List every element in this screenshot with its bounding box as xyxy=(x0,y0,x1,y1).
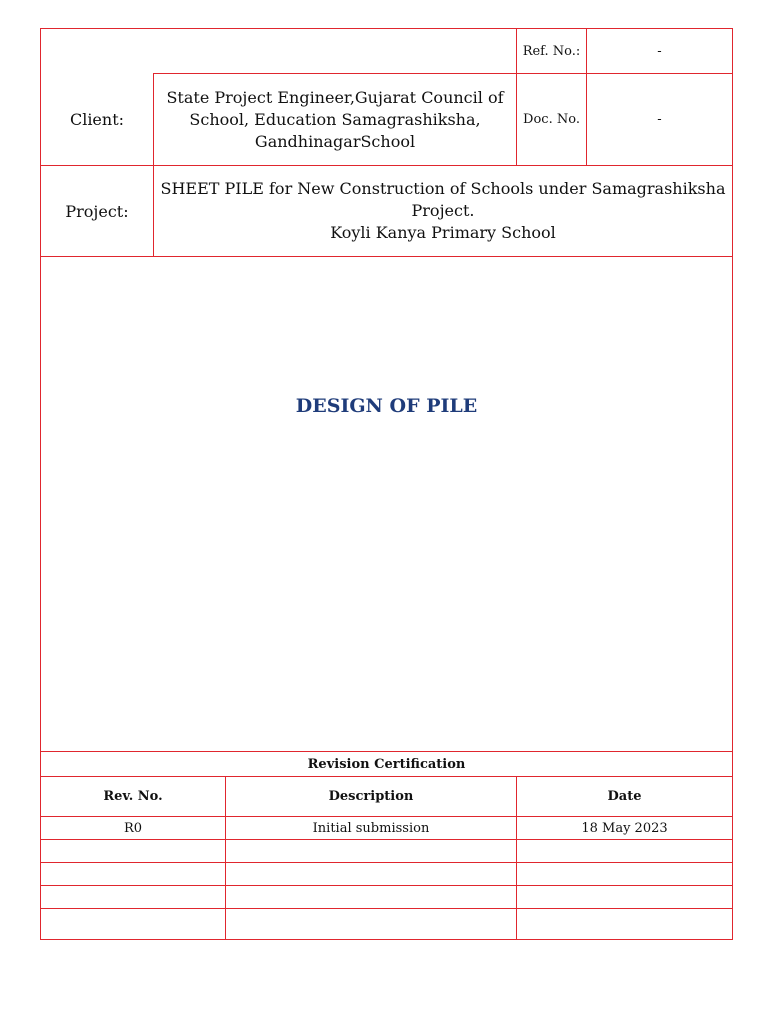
client-line: GandhinagarSchool xyxy=(254,131,416,151)
page-title: DESIGN OF PILE xyxy=(295,395,478,417)
doc-no-label: Doc. No. xyxy=(523,112,580,127)
project-line: Project. xyxy=(411,201,475,220)
divider xyxy=(40,908,733,909)
client-value xyxy=(154,74,516,165)
divider xyxy=(40,256,733,257)
doc-no-value: - xyxy=(657,112,662,127)
divider xyxy=(40,862,733,863)
project-value xyxy=(154,166,732,256)
project-line: SHEET PILE for New Construction of Schools under Samagrashiksha xyxy=(160,179,726,198)
revision-heading: Revision Certification xyxy=(307,756,466,772)
ref-no-value: - xyxy=(657,43,662,59)
project-line: Koyli Kanya Primary School xyxy=(330,223,556,242)
table-cell-rev-no: R0 xyxy=(123,820,143,836)
ref-no-label: Ref. No.: xyxy=(522,43,581,59)
table-cell-description: Initial submission xyxy=(312,820,430,836)
table-cell-date: 18 May 2023 xyxy=(581,820,668,836)
column-header-date: Date xyxy=(607,789,642,804)
client-line: State Project Engineer,Gujarat Council of xyxy=(166,87,504,107)
divider xyxy=(40,839,733,840)
client-line: School, Education Samagrashiksha, xyxy=(189,109,481,129)
client-label: Client: xyxy=(69,110,125,129)
divider xyxy=(40,885,733,886)
project-label: Project: xyxy=(65,201,129,221)
column-header-description: Description xyxy=(328,789,414,804)
column-header-rev-no: Rev. No. xyxy=(103,789,163,804)
